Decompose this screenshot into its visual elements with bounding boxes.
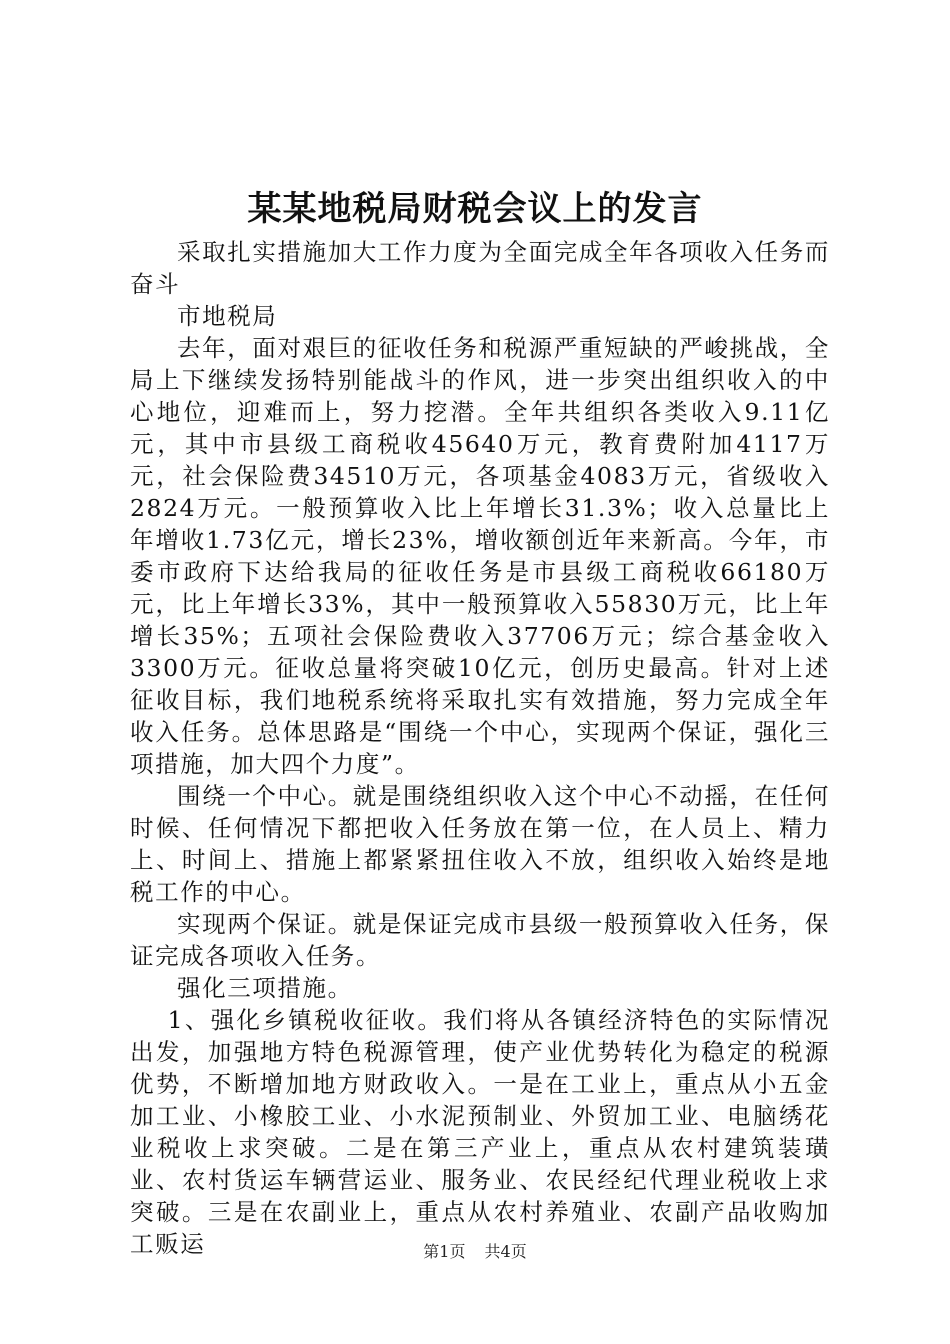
- section-heading: 强化三项措施。: [177, 974, 353, 1002]
- subtitle-paragraph: 采取扎实措施加大工作力度为全面完成全年各项收入任务而奋斗: [130, 238, 830, 298]
- body-paragraph: 去年，面对艰巨的征收任务和税源严重短缺的严峻挑战，全局上下继续发扬特别能战斗的作风，进一步突出组织收入的中心地位，迎难而上，努力挖潜。全年共组织各类收入9.11亿元，其中市县级工商税收45640万元，教育费附加4117万元，社会保险费34510万元，各项基金4083万元，省级收入2824万元。一般预算收入比上年增长31.3%；收入总量比上年增收1.73亿元，增长23%，增收额创近年来新高。今年，市委市政府下达给我局的征收任务是市县级工商税收66180万元，比上年增长33%，其中一般预算收入55830万元，比上年增长35%；五项社会保险费收入37706万元；综合基金收入3300万元。征收总量将突破10亿元，创历史最高。针对上述征收目标，我们地税系统将采取扎实有效措施，努力完成全年收入任务。总体思路是“围绕一个中心，实现两个保证，强化三项措施，加大四个力度”。: [130, 334, 830, 778]
- document-title: 某某地税局财税会议上的发言: [247, 189, 703, 229]
- page-footer: [0, 1240, 950, 1264]
- body-paragraph: 1、强化乡镇税收征收。我们将从各镇经济特色的实际情况出发，加强地方特色税源管理，使产业优势转化为稳定的税源优势，不断增加地方财政收入。一是在工业上，重点从小五金加工业、小橡胶工业、小水泥预制业、外贸加工业、电脑绣花业税收上求突破。二是在第三产业上，重点从农村建筑装璜业、农村货运车辆营运业、服务业、农民经纪代理业税收上求突破。三是在农副业上，重点从农村养殖业、农副产品收购加工贩运: [130, 1006, 830, 1258]
- page-total: 共4页: [484, 1242, 527, 1261]
- document-body: [130, 236, 830, 1260]
- page-number: 第1页: [423, 1242, 466, 1261]
- body-paragraph: 实现两个保证。就是保证完成市县级一般预算收入任务，保证完成各项收入任务。: [130, 910, 830, 970]
- body-paragraph: 围绕一个中心。就是围绕组织收入这个中心不动摇，在任何时候、任何情况下都把收入任务放在第一位，在人员上、精力上、时间上、措施上都紧紧扭住收入不放，组织收入始终是地税工作的中心。: [130, 782, 830, 906]
- author-line: 市地税局: [177, 302, 278, 330]
